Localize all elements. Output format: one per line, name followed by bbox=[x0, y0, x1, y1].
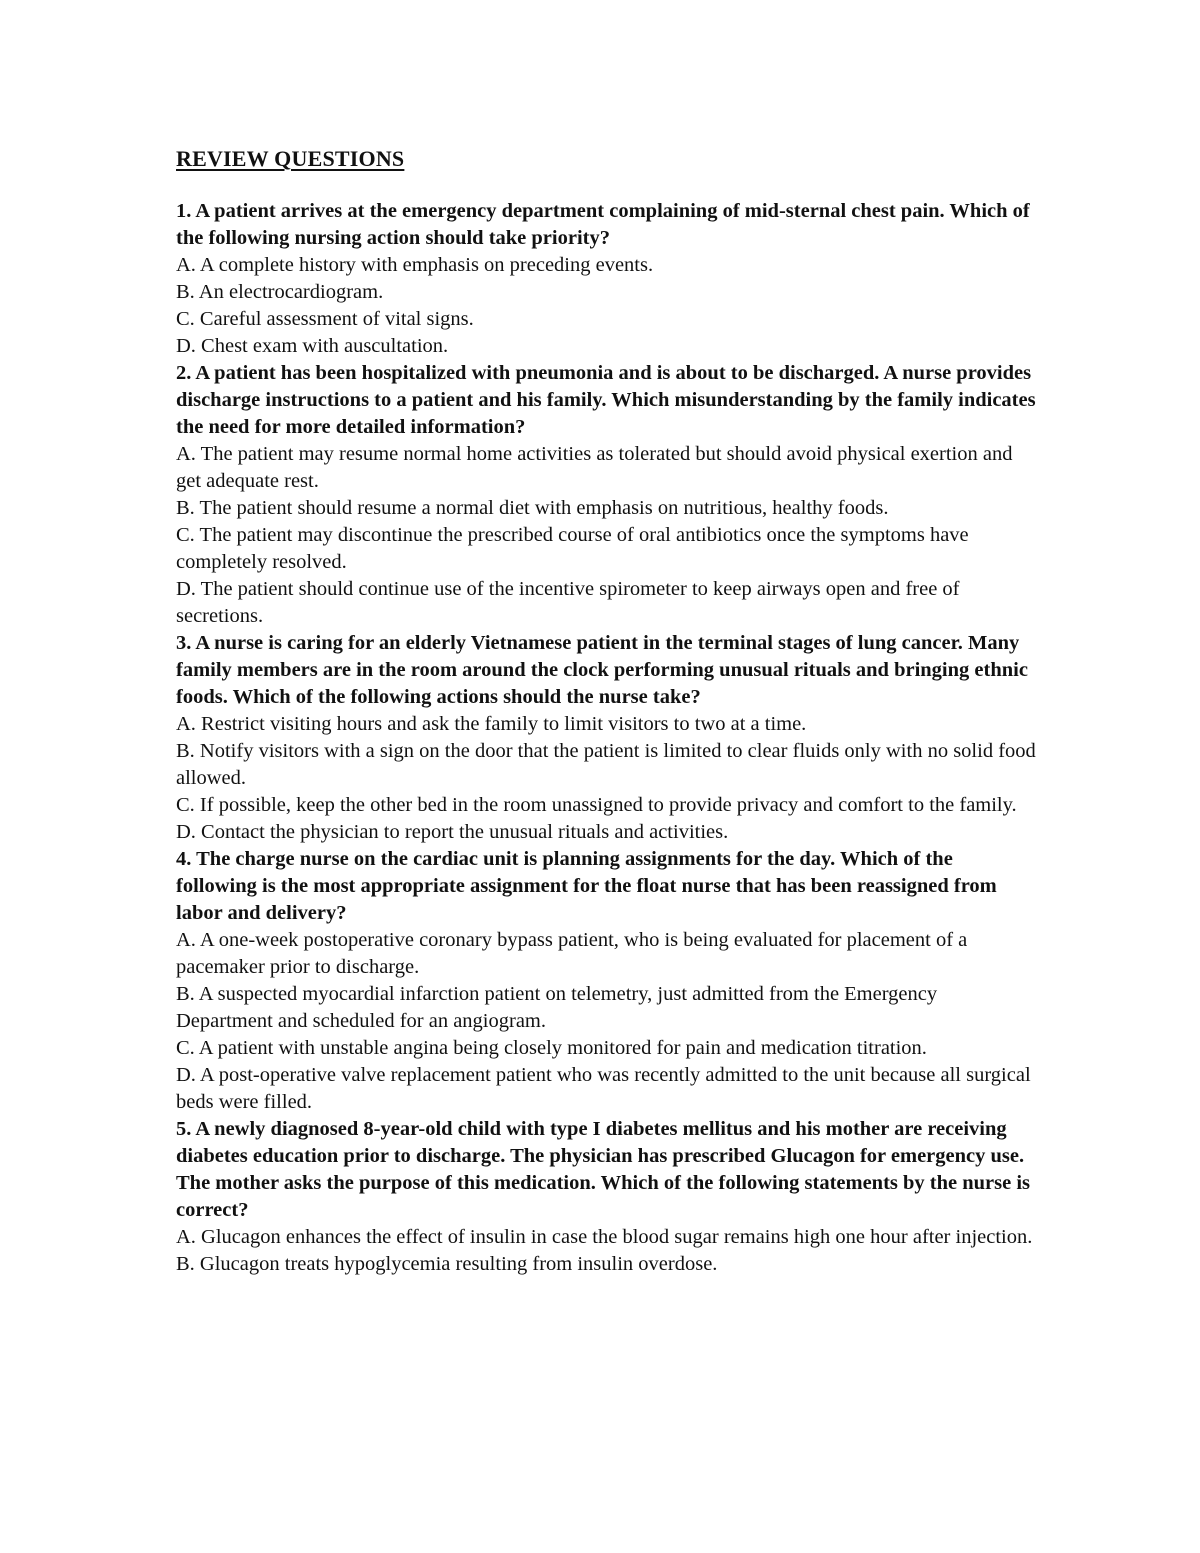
answer-option: B. An electrocardiogram. bbox=[176, 281, 384, 303]
page-title: REVIEW QUESTIONS bbox=[176, 146, 405, 171]
answer-option: C. The patient may discontinue the prescribed course of oral antibiotics once the symptoms have completely resolved. bbox=[176, 524, 969, 573]
answer-option: B. Glucagon treats hypoglycemia resulting from insulin overdose. bbox=[176, 1253, 718, 1275]
answer-option: D. The patient should continue use of the incentive spirometer to keep airways open and free of secretions. bbox=[176, 578, 960, 627]
answer-option: A. A one-week postoperative coronary bypass patient, who is being evaluated for placement of a pacemaker prior to discharge. bbox=[176, 929, 968, 978]
answer-option: B. The patient should resume a normal diet with emphasis on nutritious, healthy foods. bbox=[176, 497, 889, 519]
question-1 bbox=[176, 198, 1036, 360]
question-4 bbox=[176, 846, 1036, 1116]
question-2 bbox=[176, 360, 1036, 630]
question-5 bbox=[176, 1116, 1036, 1278]
answer-option: C. A patient with unstable angina being closely monitored for pain and medication titration. bbox=[176, 1037, 927, 1059]
answer-option: A. Restrict visiting hours and ask the family to limit visitors to two at a time. bbox=[176, 713, 807, 735]
question-text: 4. The charge nurse on the cardiac unit is planning assignments for the day. Which of the following is the most appropriate assignment for the float nurse that has been reassigned from labor and delivery? bbox=[176, 848, 997, 924]
answer-option: A. Glucagon enhances the effect of insulin in case the blood sugar remains high one hour after injection. bbox=[176, 1226, 1033, 1248]
answer-option: C. Careful assessment of vital signs. bbox=[176, 308, 474, 330]
question-text: 3. A nurse is caring for an elderly Vietnamese patient in the terminal stages of lung cancer. Many family members are in the room around the clock performing unusual rituals and bringing ethnic foods. Which of the following actions should the nurse take? bbox=[176, 632, 1028, 708]
answer-option: A. The patient may resume normal home activities as tolerated but should avoid physical exertion and get adequate rest. bbox=[176, 443, 1013, 492]
answer-option: D. Contact the physician to report the unusual rituals and activities. bbox=[176, 821, 729, 843]
question-text: 1. A patient arrives at the emergency department complaining of mid-sternal chest pain. Which of the following nursing action should take priority? bbox=[176, 200, 1030, 249]
question-3 bbox=[176, 630, 1036, 846]
answer-option: D. A post-operative valve replacement patient who was recently admitted to the unit because all surgical beds were filled. bbox=[176, 1064, 1031, 1113]
answer-option: A. A complete history with emphasis on preceding events. bbox=[176, 254, 654, 276]
answer-option: D. Chest exam with auscultation. bbox=[176, 335, 449, 357]
question-text: 2. A patient has been hospitalized with pneumonia and is about to be discharged. A nurse provides discharge instructions to a patient and his family. Which misunderstanding by the family indicates the need for more detailed information? bbox=[176, 362, 1036, 438]
answer-option: B. Notify visitors with a sign on the door that the patient is limited to clear fluids only with no solid food allowed. bbox=[176, 740, 1036, 789]
answer-option: B. A suspected myocardial infarction patient on telemetry, just admitted from the Emergency Department and scheduled for an angiogram. bbox=[176, 983, 938, 1032]
page-content bbox=[176, 146, 1036, 1278]
answer-option: C. If possible, keep the other bed in the room unassigned to provide privacy and comfort to the family. bbox=[176, 794, 1017, 816]
question-text: 5. A newly diagnosed 8-year-old child with type I diabetes mellitus and his mother are receiving diabetes education prior to discharge. The physician has prescribed Glucagon for emergency use. The mother asks the purpose of this medication. Which of the following statements by the nurse is correct? bbox=[176, 1118, 1031, 1221]
